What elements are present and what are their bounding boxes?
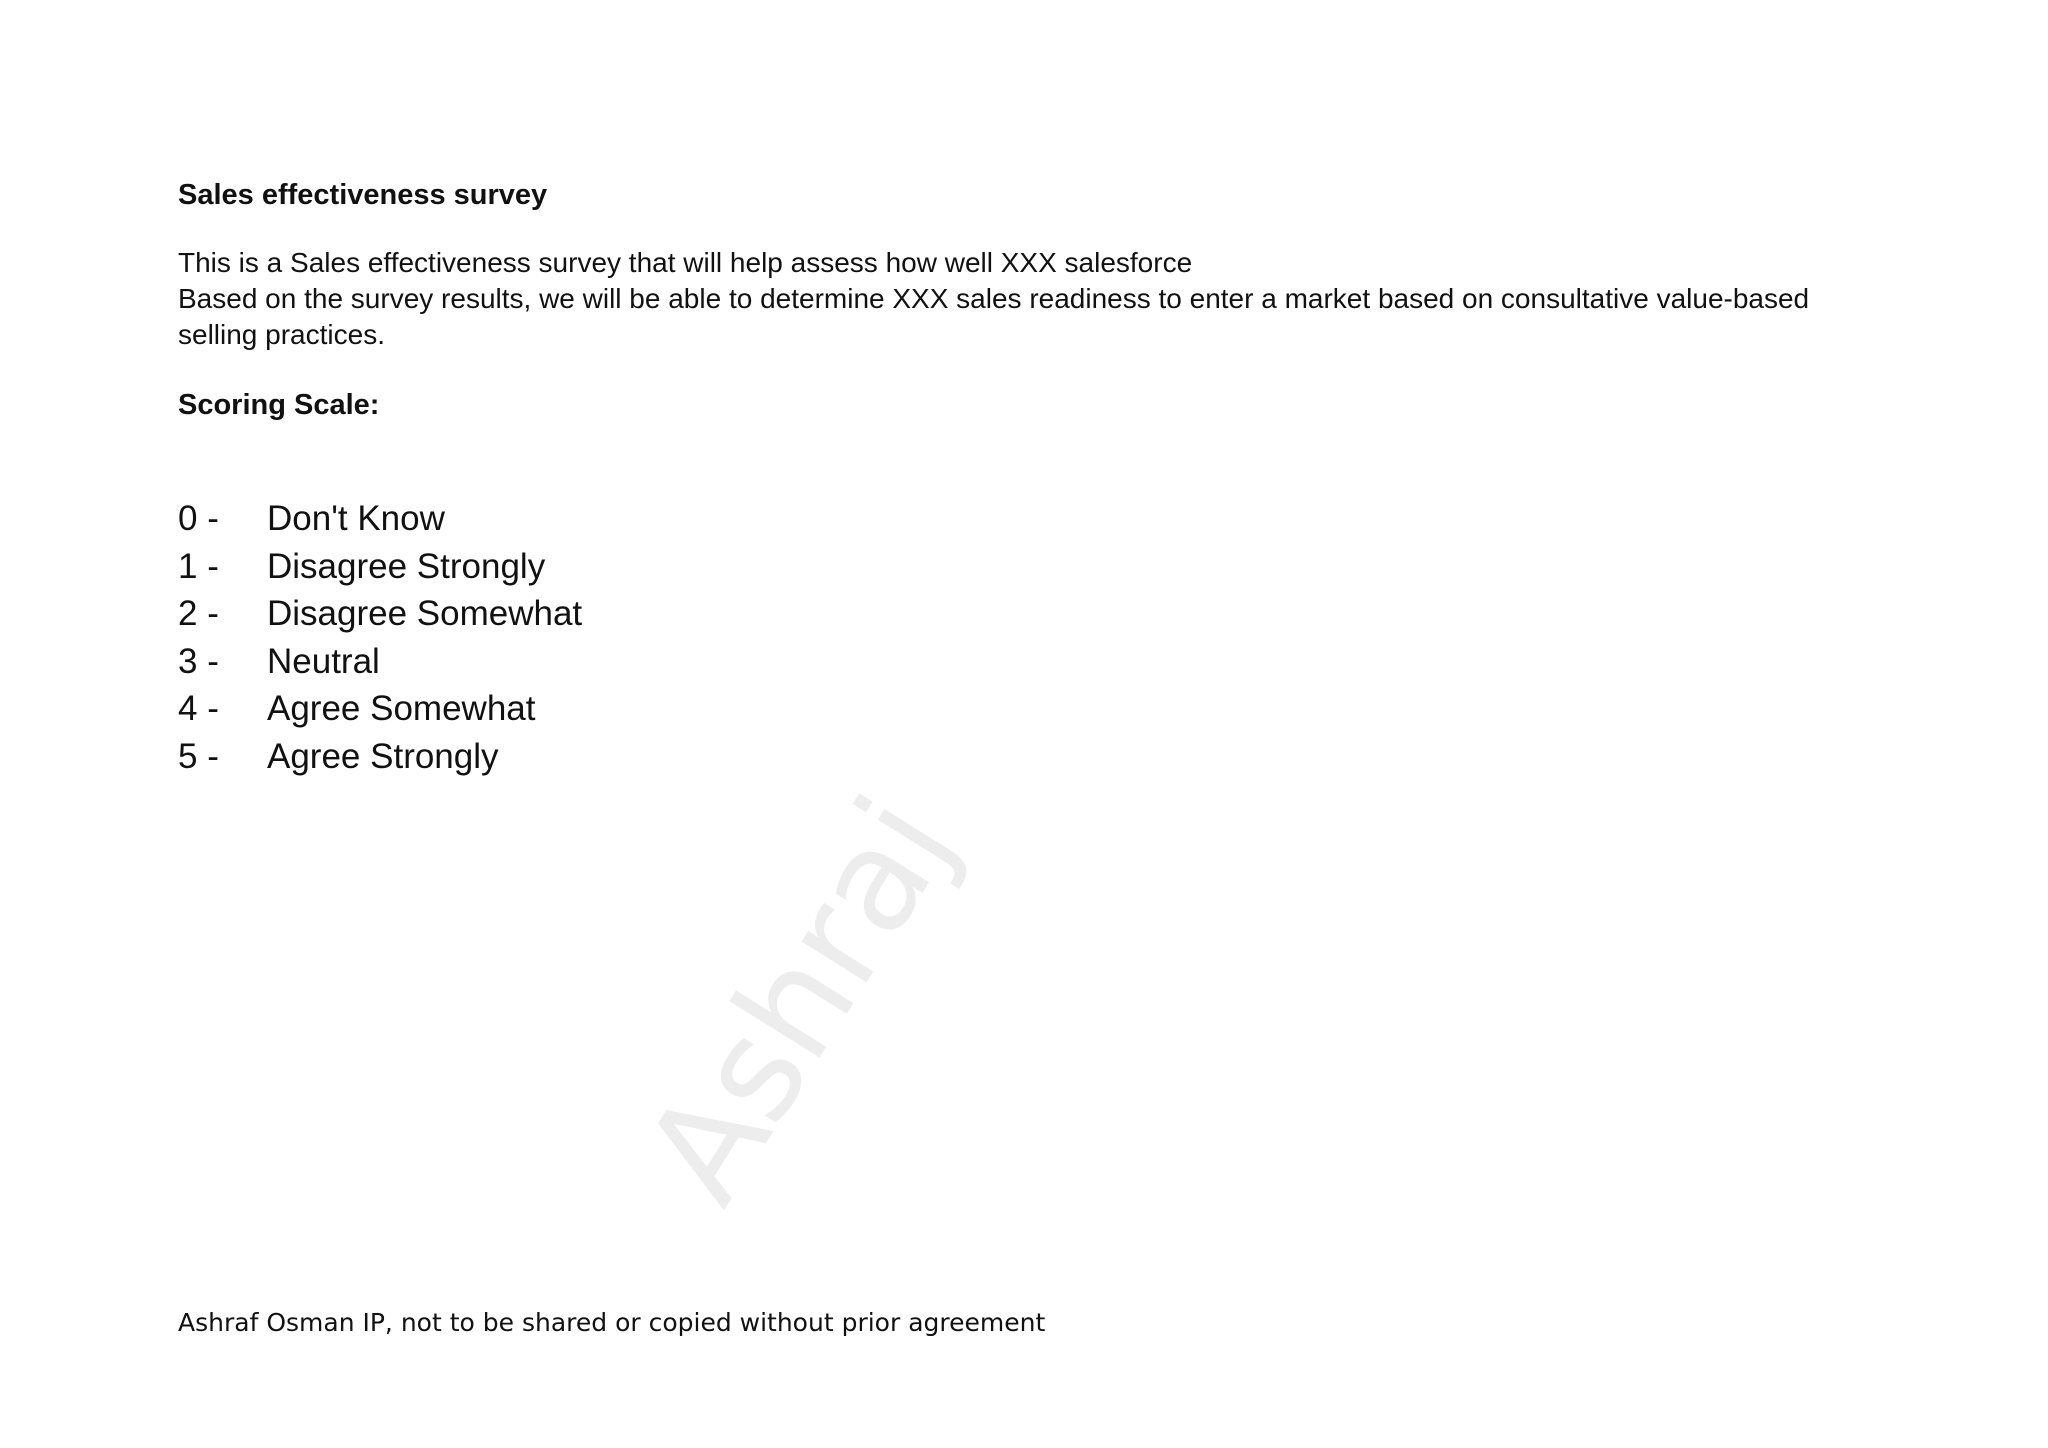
watermark: Ashraj — [613, 770, 986, 1230]
scale-number: 4 - — [178, 689, 219, 728]
scale-number: 0 - — [178, 499, 219, 538]
intro-line-2: Based on the survey results, we will be able to determine XXX sales readiness to enter a market based on consultative value-based selling practices. — [178, 283, 1810, 350]
scale-label: Disagree Somewhat — [267, 594, 583, 633]
scale-item-5 — [178, 733, 1858, 781]
scale-item-2 — [178, 590, 1858, 638]
scale-number: 3 - — [178, 641, 219, 681]
copyright-footer: Ashraf Osman IP, not to be shared or copied without prior agreement — [178, 1308, 1046, 1337]
scoring-scale-heading: Scoring Scale: — [178, 389, 380, 421]
scale-item-4 — [178, 685, 1858, 733]
scale-label: Neutral — [267, 641, 380, 681]
scale-item-1 — [178, 543, 1858, 591]
document-title: Sales effectiveness survey — [178, 179, 548, 211]
scale-number: 2 - — [178, 594, 219, 633]
intro-text — [178, 245, 1838, 353]
scale-label: Don't Know — [267, 499, 445, 538]
scale-number: 1 - — [178, 546, 219, 586]
scale-item-0 — [178, 495, 1858, 543]
scale-label: Agree Strongly — [267, 736, 499, 776]
scale-number: 5 - — [178, 736, 219, 776]
scale-label: Disagree Strongly — [267, 546, 546, 586]
document-content — [178, 175, 1858, 780]
scale-label: Agree Somewhat — [267, 689, 536, 728]
scoring-scale-list — [178, 495, 1858, 780]
intro-line-1: This is a Sales effectiveness survey that will help assess how well XXX salesforce — [178, 247, 1193, 278]
scale-item-3 — [178, 638, 1858, 686]
